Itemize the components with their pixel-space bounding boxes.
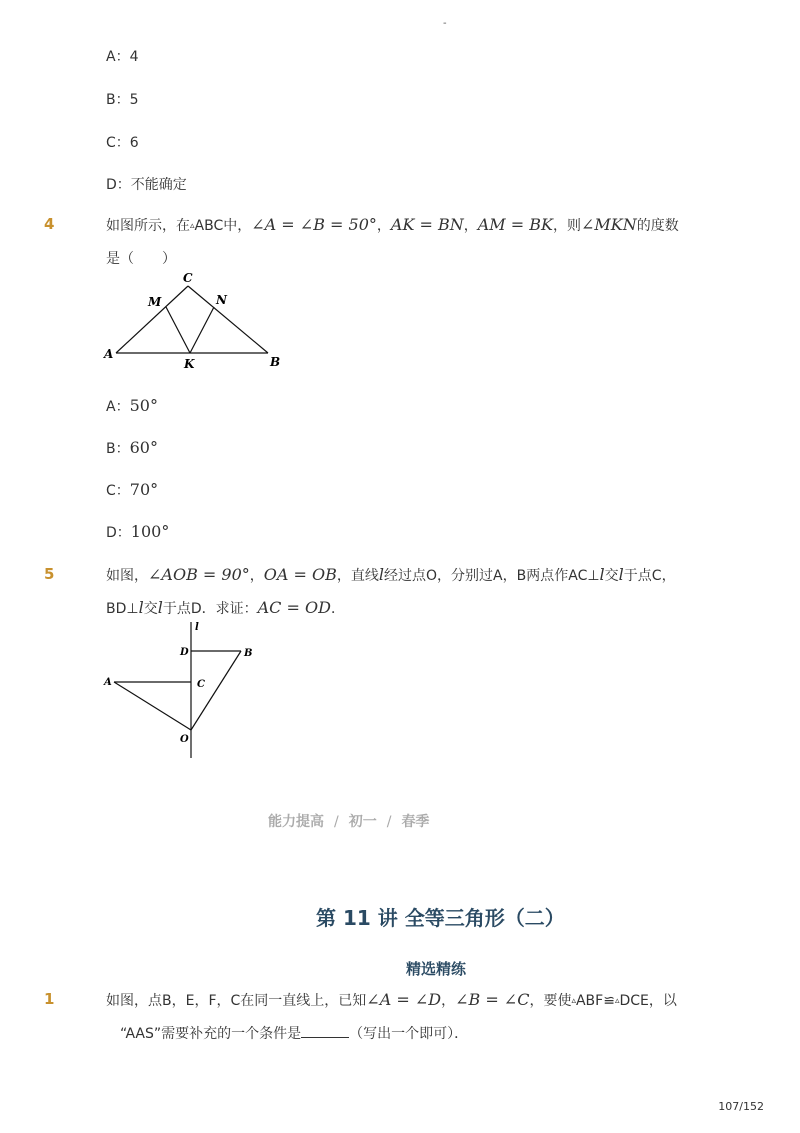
- q5-math-l: l: [138, 598, 144, 617]
- q5-text: 经过点O，分别过A，B两点作AC⊥: [384, 568, 600, 584]
- label-b: B: [270, 355, 281, 369]
- option-key: C：: [106, 135, 130, 151]
- q4-line1: [106, 215, 679, 235]
- option-value: 60°: [129, 438, 158, 457]
- q5-text: 于点C，: [623, 568, 676, 584]
- label-b: B: [244, 648, 253, 659]
- q4-math-ak-bn: AK = BN: [390, 215, 464, 234]
- option-value: 70°: [129, 480, 159, 499]
- triangle-symbol: ▵: [571, 996, 576, 1006]
- option-value: 5: [129, 92, 139, 108]
- option-key: B：: [106, 441, 130, 457]
- q4-text: ABC中，: [194, 218, 252, 234]
- q5-math-l: l: [157, 598, 163, 617]
- label-l: l: [195, 622, 199, 633]
- q4-text: ，则: [552, 218, 581, 234]
- q1-text: ，要使: [529, 993, 572, 1009]
- q4-option-b: [106, 438, 158, 458]
- q1-text: “AAS”需要补充的一个条件是: [120, 1026, 302, 1042]
- option-key: A：: [106, 49, 130, 65]
- page-number: 107/152: [718, 1100, 764, 1113]
- label-a: A: [104, 677, 112, 688]
- triangle-symbol: ▵: [190, 221, 195, 231]
- footer-separator: /: [386, 814, 392, 830]
- q1-text: 如图，点B，E，F，C在同一直线上，已知: [106, 993, 367, 1009]
- option-key: B：: [106, 92, 130, 108]
- top-mark: -: [443, 18, 447, 29]
- q1-line2: [120, 1023, 468, 1043]
- footer-breadcrumb: [268, 811, 429, 831]
- q5-text: BD⊥: [106, 601, 139, 617]
- lecture-title: 第 11 讲 全等三角形（二）: [316, 906, 565, 930]
- footer-category: 能力提高: [268, 814, 324, 830]
- label-d: D: [180, 647, 189, 658]
- option-value: 100°: [130, 522, 170, 541]
- q1-line1: [106, 990, 677, 1010]
- section-title: 精选精练: [406, 960, 467, 978]
- label-c: C: [183, 271, 193, 285]
- q4-option-d: [106, 522, 169, 542]
- q5-math-aob: ∠AOB = 90°: [148, 565, 250, 584]
- q4-math-am-bk: AM = BK: [477, 215, 553, 234]
- q4-triangle-figure: [100, 268, 290, 376]
- footer-category: 初一: [348, 814, 377, 830]
- q5-math-l: l: [599, 565, 605, 584]
- q5-text: 于点D．求证：: [162, 601, 258, 617]
- q5-math-l: l: [618, 565, 624, 584]
- q3-option-d: [106, 174, 187, 194]
- q1-number: 1: [44, 990, 55, 1008]
- label-a: A: [104, 347, 114, 361]
- label-m: M: [148, 295, 162, 309]
- answer-blank: [301, 1025, 349, 1038]
- q1-text: ABF≌: [575, 993, 615, 1009]
- option-value: 50°: [129, 396, 158, 415]
- q4-text: 如图所示，在: [106, 218, 190, 234]
- q5-math-oa-ob: OA = OB: [263, 565, 337, 584]
- option-value: 6: [129, 135, 139, 151]
- q5-text: 如图，: [106, 568, 148, 584]
- option-key: D：: [106, 525, 131, 541]
- q5-math-ac-od: AC = OD: [257, 598, 331, 617]
- q5-line2: [106, 598, 345, 618]
- q5-number: 5: [44, 565, 55, 583]
- q1-math-b-c: ∠B = ∠C: [455, 990, 530, 1009]
- q4-number: 4: [44, 215, 55, 233]
- q5-figure: [100, 618, 270, 763]
- q4-text: ，: [463, 218, 478, 234]
- q3-option-c: [106, 132, 139, 152]
- option-key: C：: [106, 483, 130, 499]
- q5-text: 交: [604, 568, 619, 584]
- q1-text: DCE，以: [619, 993, 677, 1009]
- q4-option-a: [106, 396, 158, 416]
- q1-math-a-d: ∠A = ∠D: [366, 990, 442, 1009]
- q4-line2: 是（ ）: [106, 251, 176, 267]
- q4-text: ，: [376, 218, 391, 234]
- q1-text: （写出一个即可）．: [349, 1026, 469, 1042]
- q5-math-l: l: [378, 565, 385, 584]
- label-n: N: [216, 293, 227, 307]
- option-key: D：: [106, 177, 131, 193]
- label-o: O: [180, 734, 189, 745]
- q5-text: ，直线: [336, 568, 379, 584]
- label-c: C: [197, 679, 205, 690]
- q3-option-b: [106, 89, 139, 109]
- q1-text: ，: [441, 993, 456, 1009]
- q5-text: ，: [249, 568, 264, 584]
- q5-line1: [106, 565, 676, 585]
- q3-option-a: [106, 46, 139, 66]
- q4-text: 的度数: [636, 218, 679, 234]
- option-value: 4: [129, 49, 139, 65]
- footer-category: 春季: [401, 814, 430, 830]
- option-value: 不能确定: [130, 177, 187, 193]
- triangle-symbol: ▵: [614, 996, 620, 1006]
- footer-separator: /: [334, 814, 339, 830]
- label-k: K: [184, 357, 195, 371]
- option-key: A：: [106, 399, 130, 415]
- q4-math-angles: ∠A = ∠B = 50°: [251, 215, 377, 234]
- q4-option-c: [106, 480, 158, 500]
- q5-text: 交: [143, 601, 158, 617]
- q4-math-mkn: ∠MKN: [580, 215, 637, 234]
- q5-text: ．: [330, 601, 345, 617]
